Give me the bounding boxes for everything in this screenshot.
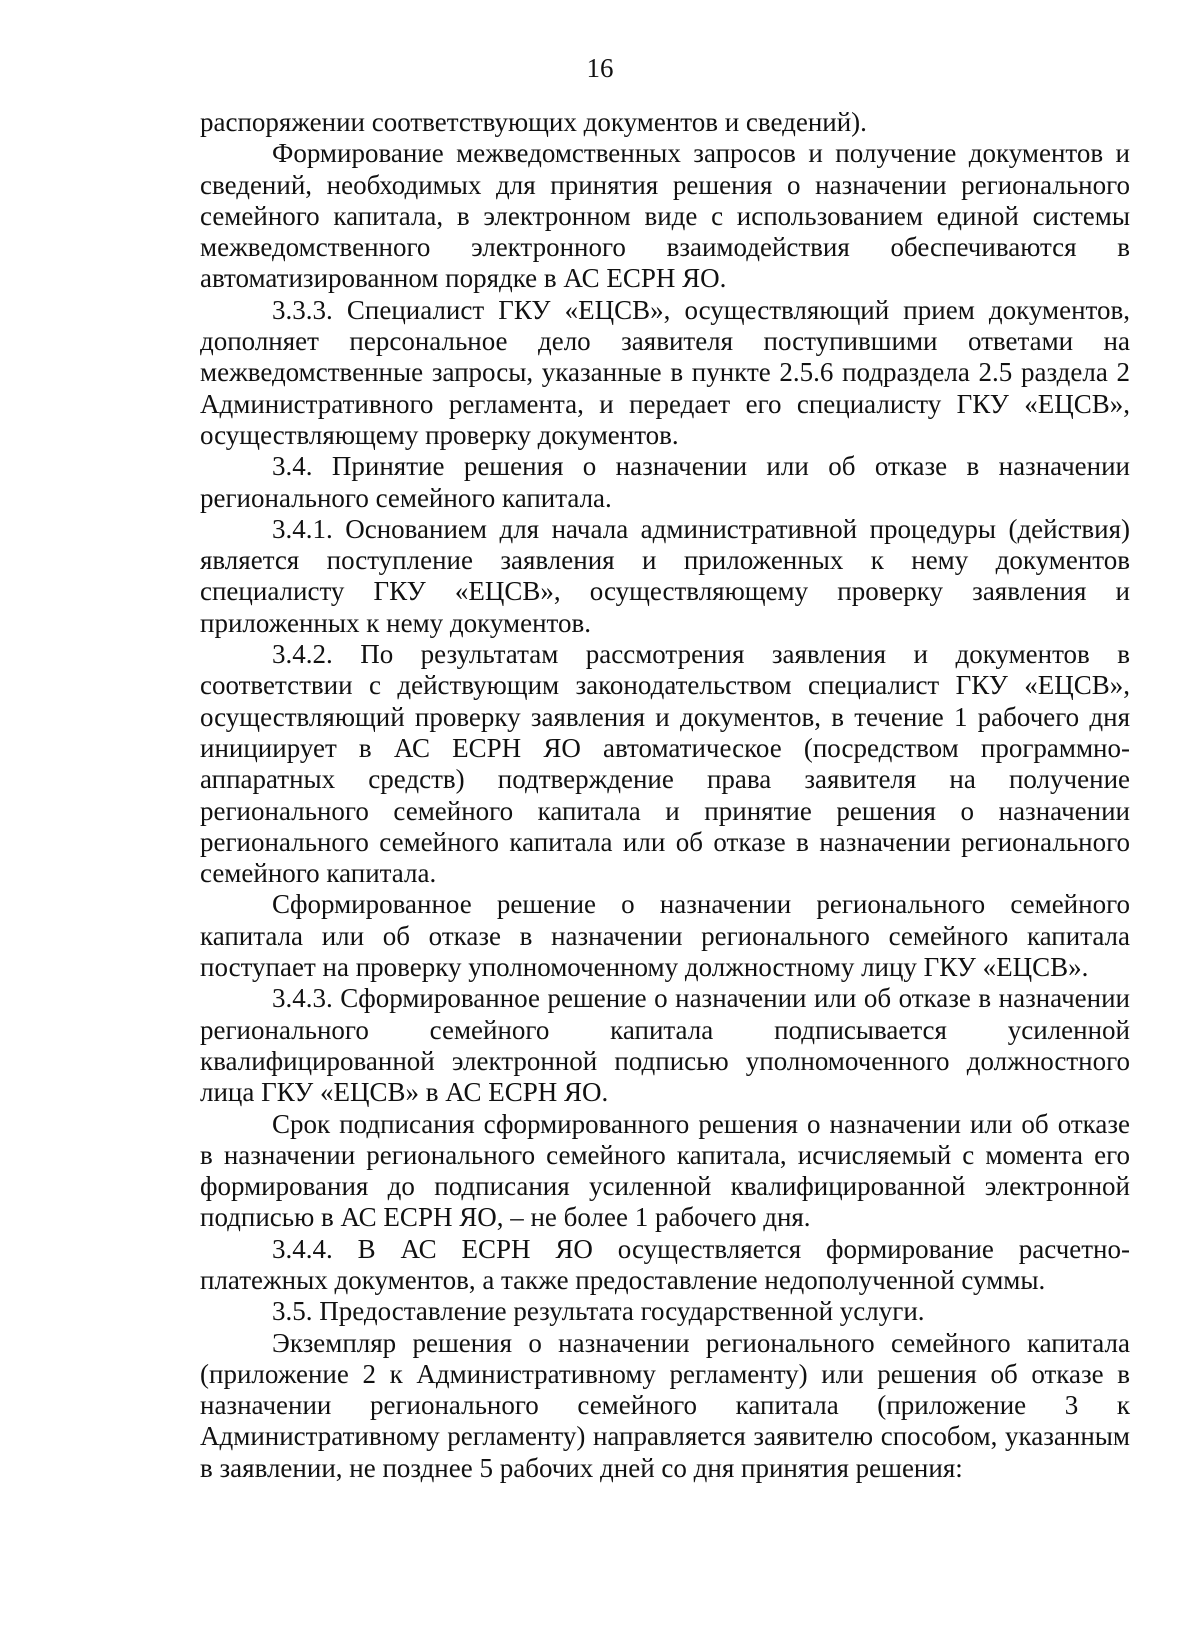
paragraph: 3.4.1. Основанием для начала административной процедуры (действия) является поступление заявления и приложенных к нему документов специалисту ГКУ «ЕЦСВ», осуществляющему проверку заявления и приложенных к нему документов.	[200, 513, 1130, 638]
paragraph: 3.4.3. Сформированное решение о назначении или об отказе в назначении регионального семейного капитала подписывается усиленной квалифицированной электронной подписью уполномоченного должностного лица ГКУ «ЕЦСВ» в АС ЕСРН ЯО.	[200, 983, 1130, 1108]
paragraph: Формирование межведомственных запросов и получение документов и сведений, необходимых для принятия решения о назначении регионального семейного капитала, в электронном виде с использованием единой системы межведомственного электронного взаимодействия обеспечиваются в автоматизированном порядке в АС ЕСРН ЯО.	[200, 138, 1130, 294]
paragraph: 3.5. Предоставление результата государственной услуги.	[272, 1296, 925, 1327]
paragraph: Сформированное решение о назначении регионального семейного капитала или об отказе в назначении регионального семейного капитала поступает на проверку уполномоченному должностному лицу ГКУ «ЕЦСВ».	[200, 889, 1130, 983]
page-number: 16	[586, 53, 614, 83]
paragraph: 3.3.3. Специалист ГКУ «ЕЦСВ», осуществляющий прием документов, дополняет персональное дело заявителя поступившими ответами на межведомственные запросы, указанные в пункте 2.5.6 подраздела 2.5 раздела 2 Административного регламента, и передает его специалисту ГКУ «ЕЦСВ», осуществляющему проверку документов.	[200, 294, 1130, 450]
document-body	[200, 107, 1130, 1484]
paragraph: Экземпляр решения о назначении регионального семейного капитала (приложение 2 к Административному регламенту) или решения об отказе в назначении регионального семейного капитала (приложение 3 к Административному регламенту) направляется заявителю способом, указанным в заявлении, не позднее 5 рабочих дней со дня принятия решения:	[200, 1327, 1130, 1483]
paragraph: 3.4. Принятие решения о назначении или об отказе в назначении регионального семейного капитала.	[200, 451, 1130, 513]
paragraph: распоряжении соответствующих документов и сведений).	[200, 107, 867, 137]
paragraph: 3.4.2. По результатам рассмотрения заявления и документов в соответствии с действующим законодательством специалист ГКУ «ЕЦСВ», осуществляющий проверку заявления и документов, в течение 1 рабочего дня инициирует в АС ЕСРН ЯО автоматическое (посредством программно-аппаратных средств) подтверждение права заявителя на получение регионального семейного капитала и принятие решения о назначении регионального семейного капитала или об отказе в назначении регионального семейного капитала.	[200, 639, 1130, 889]
paragraph: Срок подписания сформированного решения о назначении или об отказе в назначении регионального семейного капитала, исчисляемый с момента его формирования до подписания усиленной квалифицированной электронной подписью в АС ЕСРН ЯО, – не более 1 рабочего дня.	[200, 1108, 1130, 1233]
paragraph: 3.4.4. В АС ЕСРН ЯО осуществляется формирование расчетно-платежных документов, а также предоставление недополученной суммы.	[200, 1233, 1130, 1295]
